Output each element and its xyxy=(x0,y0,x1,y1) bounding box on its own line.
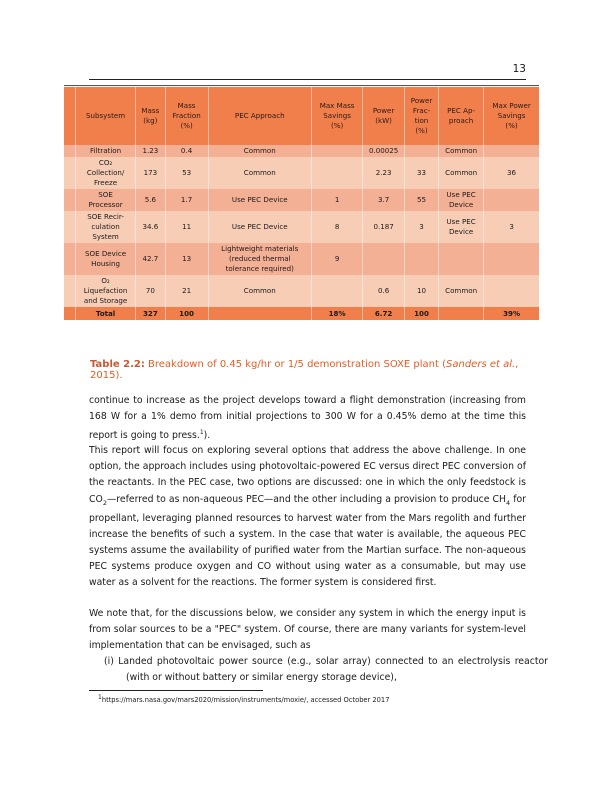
table-cell: SOE Processor xyxy=(76,189,136,211)
paragraph-2 xyxy=(89,443,526,592)
table-cell: 0.00025 xyxy=(363,145,405,157)
paragraph-1-tail: ). xyxy=(203,430,211,442)
table-gutter xyxy=(64,157,76,189)
table-gutter xyxy=(64,275,76,307)
table-cell: SOE Device Housing xyxy=(76,243,136,275)
table-total-cell: Total xyxy=(76,307,136,320)
table-top-rule xyxy=(64,85,539,86)
table-cell: 36 xyxy=(484,157,539,189)
paragraph-2-text-a: This report will focus on exploring several options that address the above challenge. In one option, the approach includes using photovoltaic-powered EC versus direct PEC conversion of the reactants. In the PEC case, two options are discussed: one in which the only feedstock is CO xyxy=(89,445,526,505)
table-gutter xyxy=(64,189,76,211)
table-total-cell: 18% xyxy=(311,307,362,320)
table-cell xyxy=(404,145,438,157)
table-cell: O₂ Liquefaction and Storage xyxy=(76,275,136,307)
column-header: Max Mass Savings (%) xyxy=(311,87,362,145)
table-cell: Use PEC Device xyxy=(439,211,484,243)
table-gutter xyxy=(64,211,76,243)
table-cell: 53 xyxy=(165,157,208,189)
data-table-container xyxy=(64,85,539,320)
table-cell: 42.7 xyxy=(136,243,165,275)
table-cell xyxy=(311,157,362,189)
table-cell: 8 xyxy=(311,211,362,243)
table-cell: 1 xyxy=(311,189,362,211)
table-cell: Use PEC Device xyxy=(439,189,484,211)
table-cell xyxy=(311,145,362,157)
table-cell: 9 xyxy=(311,243,362,275)
table-gutter xyxy=(64,243,76,275)
table-row xyxy=(64,275,539,307)
column-header: PEC Approach xyxy=(208,87,311,145)
table-cell: 34.6 xyxy=(136,211,165,243)
column-header: PEC Ap- proach xyxy=(439,87,484,145)
table-cell: 1.7 xyxy=(165,189,208,211)
table-cell: Common xyxy=(208,157,311,189)
table-cell xyxy=(484,275,539,307)
table-gutter xyxy=(64,307,76,320)
table-cell xyxy=(363,243,405,275)
table-total-cell: 327 xyxy=(136,307,165,320)
column-header: Mass Fraction (%) xyxy=(165,87,208,145)
footnote-number: 1 xyxy=(98,694,102,701)
table-cell: Filtration xyxy=(76,145,136,157)
table-row xyxy=(64,243,539,275)
table-cell: 3 xyxy=(404,211,438,243)
table-cell: 0.4 xyxy=(165,145,208,157)
table-cell xyxy=(484,243,539,275)
table-cell: 5.6 xyxy=(136,189,165,211)
paragraph-1 xyxy=(89,393,526,445)
footnote-ref[interactable]: 1 xyxy=(199,429,204,437)
paragraph-2-text-b: —referred to as non-aqueous PEC—and the other including a provision to produce CH xyxy=(106,493,507,505)
table-row xyxy=(64,157,539,189)
table-cell: Lightweight materials (reduced thermal tolerance required) xyxy=(208,243,311,275)
table-cell: SOE Recir- culation System xyxy=(76,211,136,243)
subscript: 2 xyxy=(102,498,107,507)
table-cell: 11 xyxy=(165,211,208,243)
table-cell: 3 xyxy=(484,211,539,243)
page-number: 13 xyxy=(512,63,526,75)
caption-citation[interactable]: Sanders et al. xyxy=(446,359,516,370)
table-cell xyxy=(404,243,438,275)
table-cell: 21 xyxy=(165,275,208,307)
paragraph-3: We note that, for the discussions below, we consider any system in which the energy input is from solar sources to be a "PEC" system. Of course, there are many variants for system-level implementation that can be envisaged, such as xyxy=(89,608,526,652)
subsystem-breakdown-table xyxy=(64,87,539,320)
table-cell xyxy=(484,145,539,157)
footnote-rule xyxy=(89,690,263,691)
table-gutter xyxy=(64,145,76,157)
table-total-cell: 6.72 xyxy=(363,307,405,320)
table-cell: 55 xyxy=(404,189,438,211)
table-cell: 10 xyxy=(404,275,438,307)
table-cell xyxy=(484,189,539,211)
footnote-link[interactable]: https://mars.nasa.gov/mars2020/mission/instruments/moxie/, accessed October 2017 xyxy=(101,696,390,705)
table-cell: Use PEC Device xyxy=(208,211,311,243)
table-total-cell xyxy=(208,307,311,320)
table-cell: 13 xyxy=(165,243,208,275)
table-total-cell: 100 xyxy=(165,307,208,320)
table-cell: Use PEC Device xyxy=(208,189,311,211)
column-header: Subsystem xyxy=(76,87,136,145)
table-cell: 70 xyxy=(136,275,165,307)
table-cell xyxy=(439,243,484,275)
table-total-cell xyxy=(439,307,484,320)
table-total-cell: 100 xyxy=(404,307,438,320)
table-cell: 0.187 xyxy=(363,211,405,243)
list-item xyxy=(104,654,548,686)
table-cell: Common xyxy=(208,145,311,157)
table-gutter xyxy=(64,87,76,145)
table-cell: Common xyxy=(208,275,311,307)
list-marker: (i) xyxy=(104,656,114,667)
column-header: Max Power Savings (%) xyxy=(484,87,539,145)
column-header: Power Frac- tion (%) xyxy=(404,87,438,145)
paragraph-1-text: continue to increase as the project develops toward a flight demonstration (increasing from 168 W for a 1% demo from initial projections to 300 W for a 0.45% demo at the time this report is going to press. xyxy=(89,395,526,442)
table-cell: Common xyxy=(439,145,484,157)
table-cell: 1.23 xyxy=(136,145,165,157)
header-rule xyxy=(89,79,526,80)
caption-label: Table 2.2: xyxy=(90,359,145,370)
table-header-row xyxy=(64,87,539,145)
table-cell: 2.23 xyxy=(363,157,405,189)
table-row xyxy=(64,145,539,157)
footnote xyxy=(98,694,389,704)
column-header: Mass (kg) xyxy=(136,87,165,145)
table-row xyxy=(64,211,539,243)
caption-tail: , 2015). xyxy=(90,359,519,381)
table-cell: 0.6 xyxy=(363,275,405,307)
table-cell: Common xyxy=(439,275,484,307)
subscript: 4 xyxy=(506,498,511,507)
table-total-cell: 39% xyxy=(484,307,539,320)
table-cell: 33 xyxy=(404,157,438,189)
table-cell: Common xyxy=(439,157,484,189)
table-cell xyxy=(311,275,362,307)
list-item-text: Landed photovoltaic power source (e.g., solar array) connected to an electrolysis reactor (with or without battery or similar energy storage device), xyxy=(118,656,548,684)
paragraph-2-text-c: for propellant, leveraging planned resources to harvest water from the Mars regolith and further increase the benefits of such a system. In the case that water is available, the aqueous PEC systems assume the availability of purified water from the Martian surface. The non-aqueous PEC systems produce oxygen and CO without using water as a consumable, but may use water as a solvent for the reactions. The former system is considered first. xyxy=(89,493,526,589)
table-cell: 3.7 xyxy=(363,189,405,211)
caption-text: Breakdown of 0.45 kg/hr or 1/5 demonstration SOXE plant ( xyxy=(144,359,447,370)
table-total-row xyxy=(64,307,539,320)
table-cell: 173 xyxy=(136,157,165,189)
table-caption xyxy=(90,359,530,381)
table-cell: CO₂ Collection/ Freeze xyxy=(76,157,136,189)
column-header: Power (kW) xyxy=(363,87,405,145)
table-row xyxy=(64,189,539,211)
